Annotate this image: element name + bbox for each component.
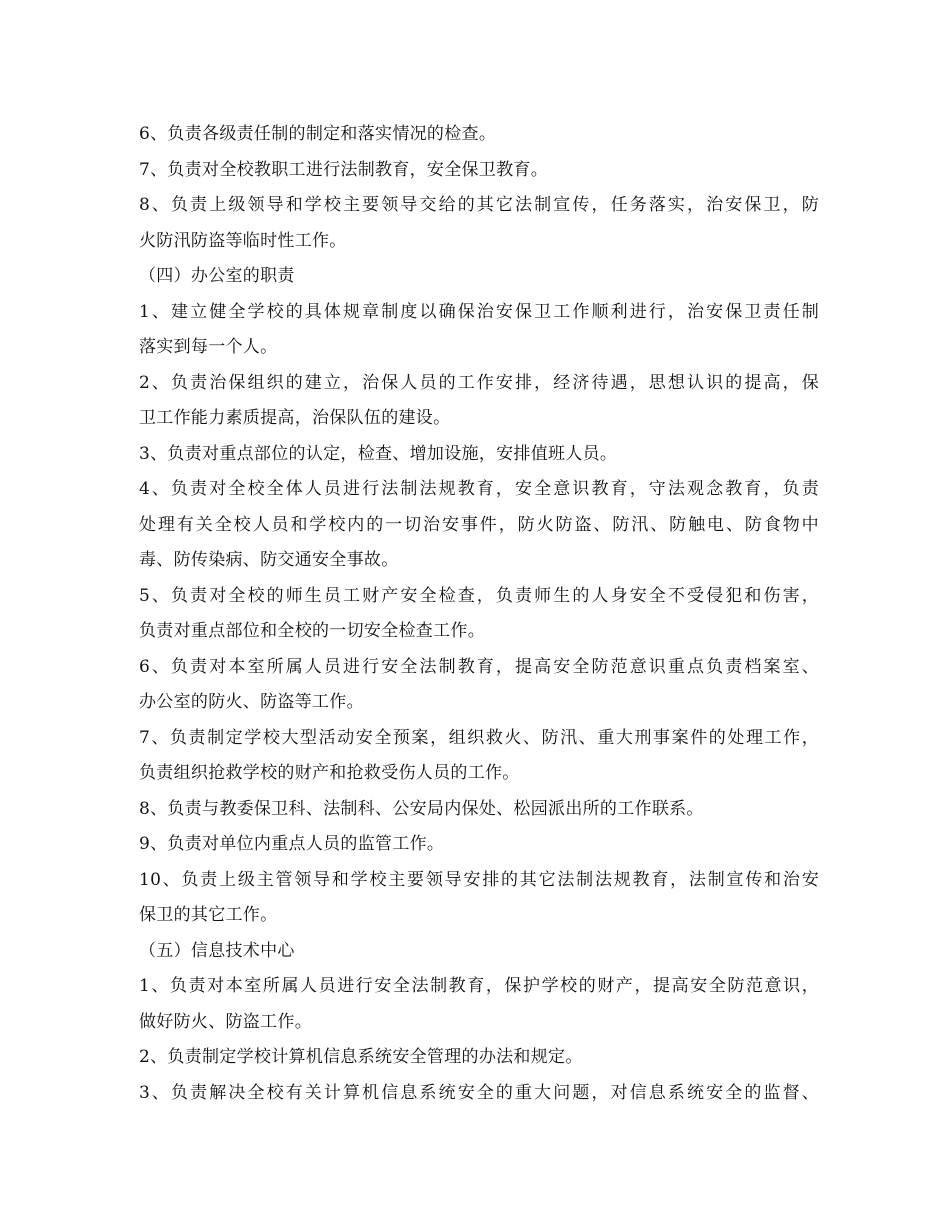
text-line: 落实到每一个人。 (139, 337, 278, 357)
text-line: 10、负责上级主管领导和学校主要领导安排的其它法制法规教育，法制宣传和治安 (139, 869, 819, 890)
text-line: 办公室的防火、防盗等工作。 (139, 692, 364, 712)
text-line: 1、建立健全学校的具体规章制度以确保治安保卫工作顺利进行，治安保卫责任制 (139, 301, 819, 322)
text-line: 1、负责对本室所属人员进行安全法制教育，保护学校的财产，提高安全防范意识， (139, 976, 819, 996)
text-line: 6、负责各级责任制的制定和落实情况的检查。 (139, 124, 497, 144)
text-line: 5、负责对全校的师生员工财产安全检查，负责师生的人身安全不受侵犯和伤害， (139, 585, 819, 606)
text-line: 8、负责上级领导和学校主要领导交给的其它法制宣传，任务落实，治安保卫，防 (139, 195, 819, 215)
text-line: 毒、防传染病、防交通安全事故。 (139, 550, 399, 570)
text-line: 火防汛防盗等临时性工作。 (139, 230, 347, 251)
text-line: 负责组织抢救学校的财产和抢救受伤人员的工作。 (139, 763, 520, 783)
text-line: （四）办公室的职责 (139, 266, 295, 286)
text-line: 7、负责对全校教职工进行法制教育，安全保卫教育。 (139, 159, 549, 180)
text-line: 8、负责与教委保卫科、法制科、公安局内保处、松园派出所的工作联系。 (139, 798, 704, 819)
text-line: 保卫的其它工作。 (139, 905, 278, 925)
text-line: （五）信息技术中心 (139, 940, 295, 961)
text-line: 2、负责治保组织的建立，治保人员的工作安排，经济待遇，思想认识的提高，保 (139, 372, 819, 393)
text-line: 6、负责对本室所属人员进行安全法制教育，提高安全防范意识重点负责档案室、 (139, 656, 819, 677)
text-line: 处理有关全校人员和学校内的一切治安事件，防火防盗、防汛、防触电、防食物中 (139, 514, 819, 535)
text-line: 3、负责对重点部位的认定，检查、增加设施，安排值班人员。 (139, 443, 618, 464)
text-line: 4、负责对全校全体人员进行法制法规教育，安全意识教育，守法观念教育，负责 (139, 479, 819, 499)
text-line: 负责对重点部位和全校的一切安全检查工作。 (139, 621, 485, 641)
text-line: 2、负责制定学校计算机信息系统安全管理的办法和规定。 (139, 1047, 583, 1067)
text-line: 卫工作能力素质提高，治保队伍的建设。 (139, 408, 451, 428)
document-body (139, 117, 819, 1111)
text-line: 9、负责对单位内重点人员的监管工作。 (139, 834, 445, 854)
text-line: 做好防火、防盗工作。 (139, 1011, 312, 1032)
text-line: 7、负责制定学校大型活动安全预案，组织救火、防汛、重大刑事案件的处理工作， (139, 727, 819, 748)
text-line: 3、负责解决全校有关计算机信息系统安全的重大问题，对信息系统安全的监督、 (139, 1082, 819, 1103)
